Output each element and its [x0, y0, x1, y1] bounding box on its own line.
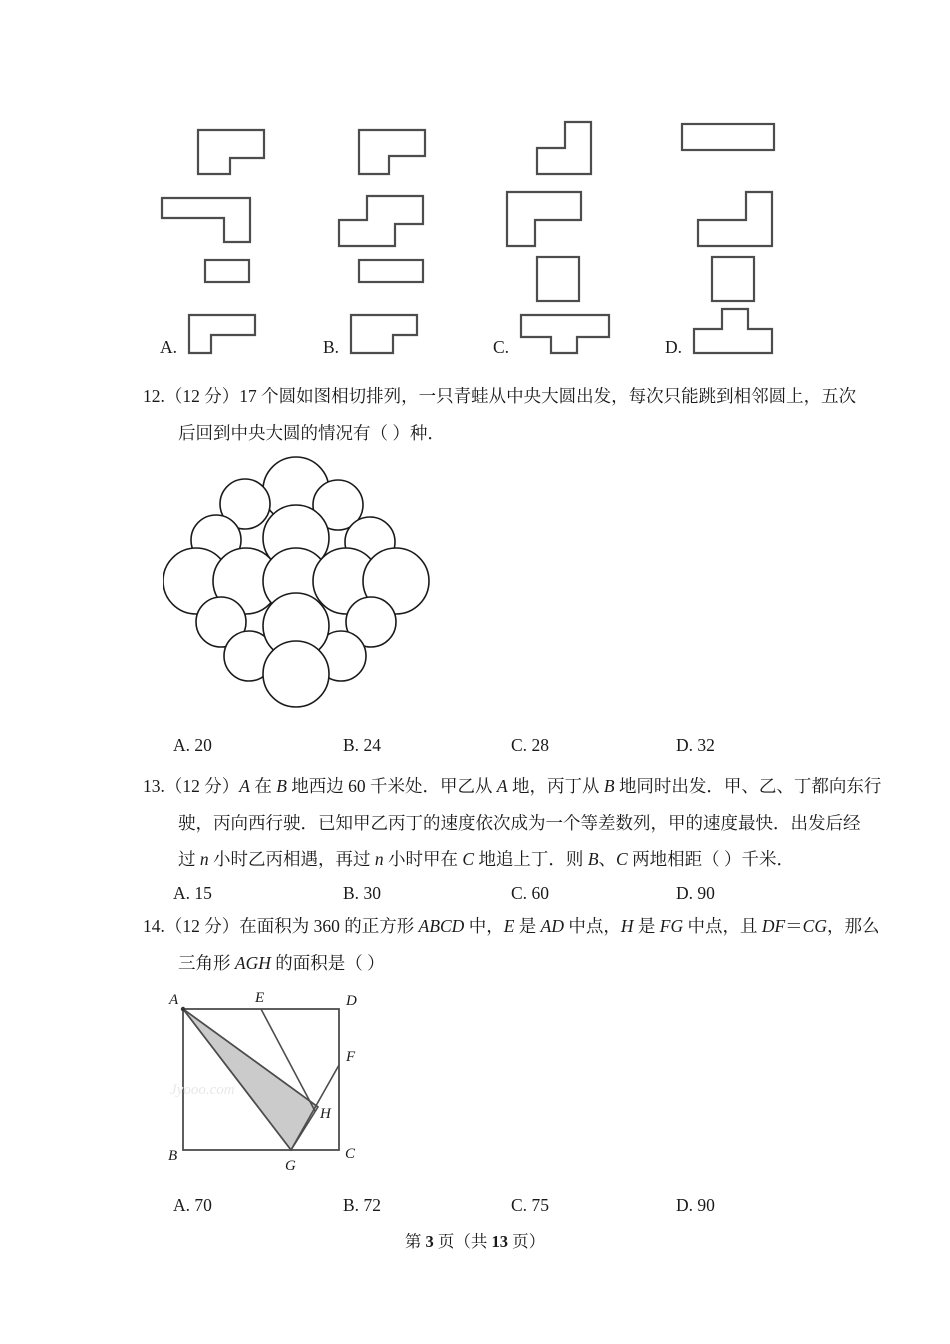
footer-suffix: 页）: [512, 1232, 546, 1251]
q12-circle-diagram: [163, 450, 453, 735]
svg-text:D: D: [346, 993, 357, 1009]
svg-text:A: A: [169, 992, 179, 1008]
q14-answer-d-value: 90: [697, 1195, 715, 1215]
q14-score: （12 分）: [164, 916, 240, 936]
q11-answer-options: [160, 312, 840, 362]
q12-answer-a[interactable]: [173, 735, 212, 756]
footer-page-number: 3: [425, 1232, 434, 1251]
q14-number: 14.: [143, 916, 165, 936]
q12-answer-c-letter: C.: [511, 735, 528, 755]
shape-square-c: [535, 255, 581, 303]
q12-line-1: [143, 378, 857, 415]
q13-answer-b[interactable]: [343, 883, 381, 904]
q12-answer-c[interactable]: [511, 735, 549, 756]
shape-option-b: [349, 313, 421, 360]
q12-number: 12.: [143, 386, 165, 406]
question-12: [143, 378, 857, 451]
q14-line-1: [143, 908, 880, 945]
q11-option-a[interactable]: [160, 312, 259, 360]
page-footer: [0, 1228, 950, 1252]
shape-option-c: [519, 313, 611, 360]
q12-answers: [173, 735, 833, 765]
q14-answers: [173, 1195, 833, 1225]
svg-text:F: F: [346, 1049, 356, 1065]
q14-answer-c-letter: C.: [511, 1195, 528, 1215]
footer-total-pages: 13: [491, 1232, 508, 1251]
footer-middle: 页（共: [437, 1232, 488, 1251]
q13-answer-c-letter: C.: [511, 883, 528, 903]
q13-answer-b-value: 30: [363, 883, 381, 903]
q13-line-2: [143, 805, 861, 842]
q14-answer-d[interactable]: [676, 1195, 715, 1216]
shape-option-d: [692, 307, 774, 360]
q13-answer-a-letter: A.: [173, 883, 191, 903]
shape-option-a: [187, 313, 259, 360]
shape-rect-notch-bottom-right: [196, 128, 266, 176]
shape-square-d: [710, 255, 756, 303]
q11-option-a-letter: A.: [160, 337, 178, 357]
q12-answer-b-value: 24: [363, 735, 381, 755]
q14-answer-c-value: 75: [531, 1195, 549, 1215]
q14-answer-a[interactable]: [173, 1195, 212, 1216]
q14-answer-b-value: 72: [363, 1195, 381, 1215]
q14-answer-b[interactable]: [343, 1195, 381, 1216]
shape-L-step-up-right-wide: [696, 190, 774, 248]
q13-line-1: [143, 768, 882, 805]
q12-answer-b[interactable]: [343, 735, 381, 756]
q13-line-3: [143, 841, 823, 878]
svg-text:E: E: [255, 990, 265, 1006]
q14-text-2: 三角形 AGH 的面积是（ ）: [178, 952, 385, 973]
q13-text-3: 过 n 小时乙丙相遇，再过 n 小时甲在 C 地追上丁．则 B、C 两地相距（ ）千米．: [178, 849, 794, 869]
footer-prefix: 第: [404, 1232, 422, 1251]
q13-answer-d-value: 90: [697, 883, 715, 903]
q12-answer-a-letter: A.: [173, 735, 191, 755]
shape-long-thin-rect: [680, 122, 776, 152]
svg-text:C: C: [345, 1146, 356, 1162]
q13-answer-b-letter: B.: [343, 883, 360, 903]
q12-answer-c-value: 28: [531, 735, 549, 755]
shape-L-notch-bottom-left-wide: [505, 190, 583, 248]
q14-answer-a-value: 70: [194, 1195, 212, 1215]
q11-option-b[interactable]: [323, 312, 421, 360]
q12-answer-a-value: 20: [194, 735, 212, 755]
q14-text-1: 在面积为 360 的正方形 ABCD 中，E 是 AD 中点，H 是 FG 中点，且 DF＝CG，那么: [239, 916, 880, 936]
question-13: [143, 768, 882, 878]
q12-answer-b-letter: B.: [343, 735, 360, 755]
q13-text-1: A 在 B 地西边 60 千米处．甲乙从 A 地，丙丁从 B 地同时出发．甲、乙、丁都向东行: [239, 776, 882, 796]
q13-answer-a-value: 15: [194, 883, 212, 903]
q13-number: 13.: [143, 776, 165, 796]
q12-answer-d-value: 32: [697, 735, 715, 755]
q12-text-1: 17 个圆如图相切排列，一只青蛙从中央大圆出发，每次只能跳到相邻圆上，五次: [239, 386, 857, 406]
svg-text:H: H: [320, 1106, 331, 1122]
shape-S-zigzag: [337, 194, 425, 248]
q11-option-d-letter: D.: [665, 337, 683, 357]
q11-option-c[interactable]: [493, 312, 611, 360]
q11-option-d[interactable]: [665, 312, 774, 360]
shape-small-wide-rect: [203, 258, 251, 284]
q13-answer-a[interactable]: [173, 883, 212, 904]
q12-line-2: [143, 415, 823, 452]
q11-option-c-letter: C.: [493, 337, 510, 357]
shape-long-L-down-right: [160, 196, 252, 244]
shape-L-notch-bottom-left: [357, 128, 427, 176]
q13-answer-c-value: 60: [531, 883, 549, 903]
q13-text-2: 驶，丙向西行驶．已知甲乙丙丁的速度依次成为一个等差数列，甲的速度最快．出发后经: [178, 812, 861, 833]
q14-answer-d-letter: D.: [676, 1195, 694, 1215]
q13-answer-c[interactable]: [511, 883, 549, 904]
svg-text:B: B: [168, 1148, 178, 1164]
q12-answer-d-letter: D.: [676, 735, 694, 755]
q14-answer-a-letter: A.: [173, 1195, 191, 1215]
q12-answer-d[interactable]: [676, 735, 715, 756]
q13-answer-d-letter: D.: [676, 883, 694, 903]
svg-text:G: G: [285, 1158, 296, 1174]
q12-text-2: 后回到中央大圆的情况有（ ）种．: [178, 422, 445, 443]
shape-L-step-up-right: [535, 120, 593, 176]
q14-line-2: [143, 945, 823, 982]
q13-answer-d[interactable]: [676, 883, 715, 904]
watermark-text: Jyooo.com: [170, 1082, 235, 1098]
question-14: [143, 908, 880, 981]
q13-score: （12 分）: [164, 776, 240, 796]
q14-answer-b-letter: B.: [343, 1195, 360, 1215]
q14-answer-c[interactable]: [511, 1195, 549, 1216]
q12-score: （12 分）: [164, 386, 240, 406]
q11-option-b-letter: B.: [323, 337, 340, 357]
shape-wide-rect: [357, 258, 425, 284]
q14-geometry-diagram: [163, 985, 393, 1180]
